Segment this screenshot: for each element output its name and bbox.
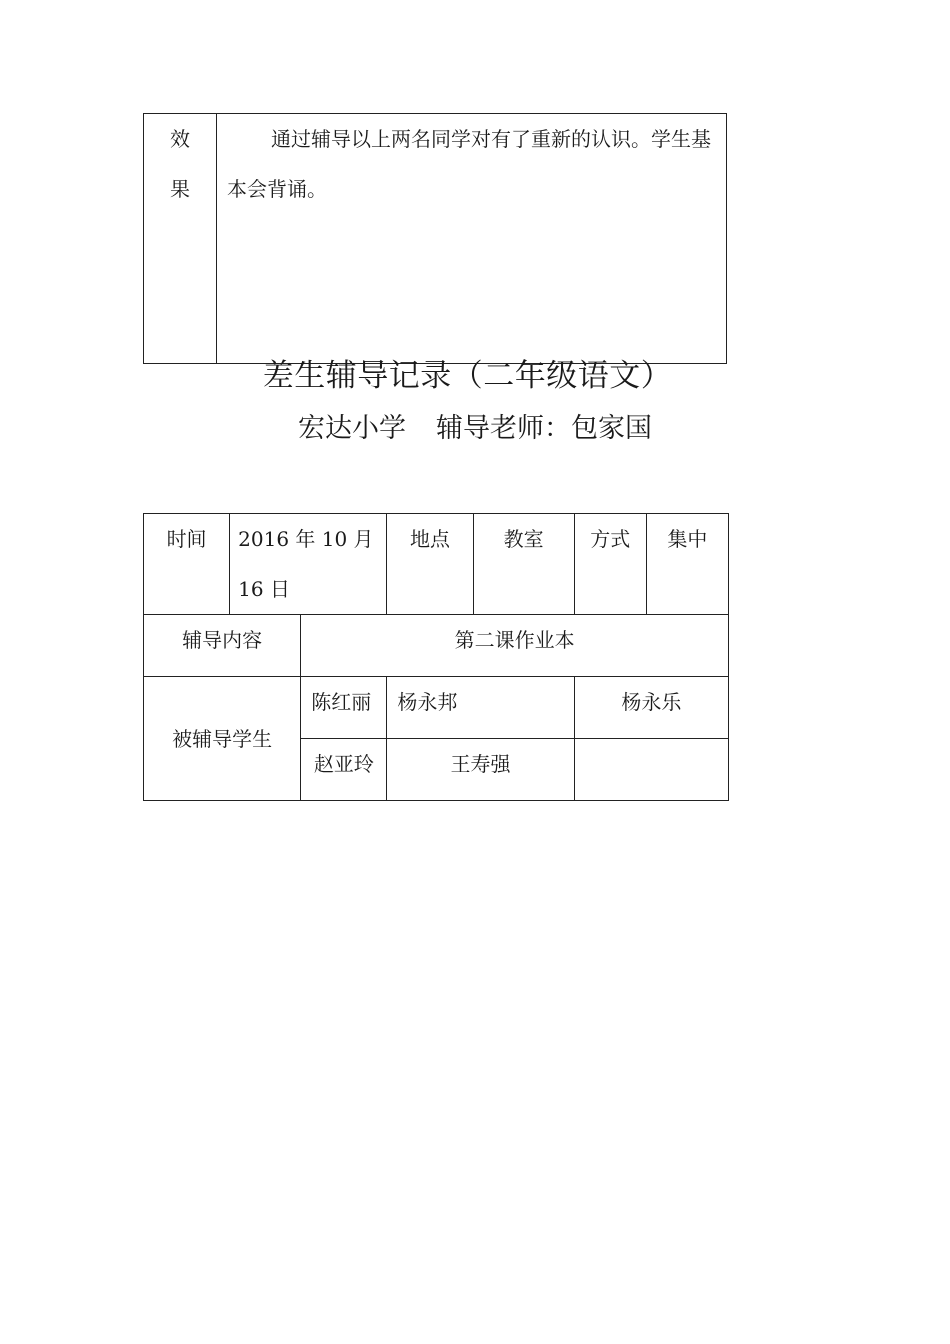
place-label: 地点 xyxy=(387,514,473,615)
page-title: 差生辅导记录（二年级语文） xyxy=(262,358,673,394)
page-subtitle xyxy=(0,408,950,450)
effect-content-text: 通过辅导以上两名同学对有了重新的认识。学生基本会背诵。 xyxy=(227,127,711,201)
student-name: 陈红丽 xyxy=(301,677,387,739)
student-name: 杨永乐 xyxy=(574,677,728,739)
effect-content xyxy=(217,114,727,364)
time-value-line1: 2016 年 10 月 xyxy=(238,527,374,551)
student-name: 王寿强 xyxy=(387,739,574,801)
time-label: 时间 xyxy=(144,514,230,615)
time-value xyxy=(230,514,387,615)
place-value: 教室 xyxy=(473,514,574,615)
content-value: 第二课作业本 xyxy=(301,615,729,677)
students-label: 被辅导学生 xyxy=(144,677,301,801)
student-name-empty xyxy=(574,739,728,801)
effect-label-line1: 效 xyxy=(170,127,190,151)
student-name: 赵亚玲 xyxy=(301,739,387,801)
method-value: 集中 xyxy=(646,514,728,615)
effect-label xyxy=(144,114,217,364)
content-label: 辅导内容 xyxy=(144,615,301,677)
teacher-name: 辅导老师：包家国 xyxy=(436,413,652,444)
effect-table xyxy=(143,113,727,364)
record-table xyxy=(143,513,729,801)
school-name: 宏达小学 xyxy=(298,413,406,444)
time-value-line2: 16 日 xyxy=(238,577,290,601)
method-label: 方式 xyxy=(574,514,646,615)
effect-label-line2: 果 xyxy=(170,177,190,201)
student-name: 杨永邦 xyxy=(387,677,574,739)
